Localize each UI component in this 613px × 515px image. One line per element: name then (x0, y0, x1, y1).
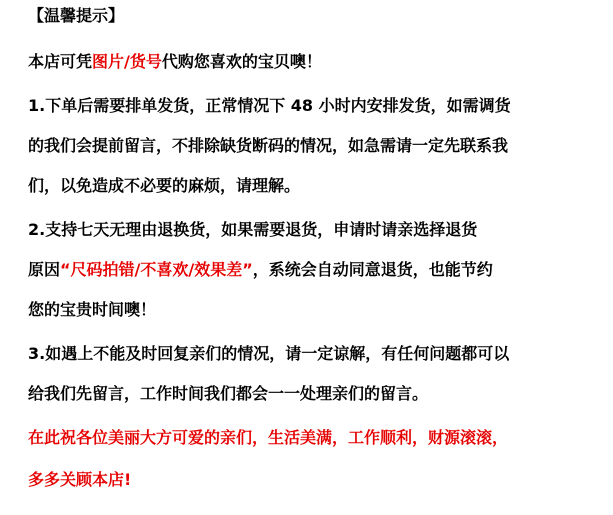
item3-line2: 给我们先留言，工作时间我们都会一一处理亲们的留言。 (28, 384, 429, 403)
intro-suffix: 代购您喜欢的宝贝噢！ (161, 52, 322, 71)
item1-line3: 们，以免造成不必要的麻烦，请理解。 (28, 176, 301, 195)
notice-header: 【温馨提示】 (28, 6, 125, 25)
intro-highlight: 图片/货号 (92, 52, 162, 71)
intro-prefix: 本店可凭 (28, 52, 93, 71)
item3-line1: 3.如遇上不能及时回复亲们的情况，请一定谅解，有任何问题都可以 (28, 344, 510, 363)
blessing-line2: 多多关顾本店! (28, 470, 132, 489)
item1-line2: 的我们会提前留言，不排除缺货断码的情况，如急需请一定先联系我 (28, 136, 509, 155)
item2-line2-suffix: ，系统会自动同意退货，也能节约 (252, 260, 493, 279)
item2-line2-prefix: 原因 (28, 260, 61, 279)
blessing-line1: 在此祝各位美丽大方可爱的亲们，生活美满，工作顺利，财源滚滚， (28, 428, 509, 447)
item1-line1: 1.下单后需要排单发货，正常情况下 48 小时内安排发货，如需调货 (28, 96, 511, 115)
item2-line3: 您的宝贵时间噢！ (28, 300, 157, 319)
item2-line2-highlight: “尺码拍错/不喜欢/效果差” (60, 260, 253, 279)
item2-line1: 2.支持七天无理由退换货，如果需要退货，申请时请亲选择退货 (28, 220, 478, 239)
item2-line2 (28, 260, 493, 280)
intro-line (28, 52, 322, 72)
